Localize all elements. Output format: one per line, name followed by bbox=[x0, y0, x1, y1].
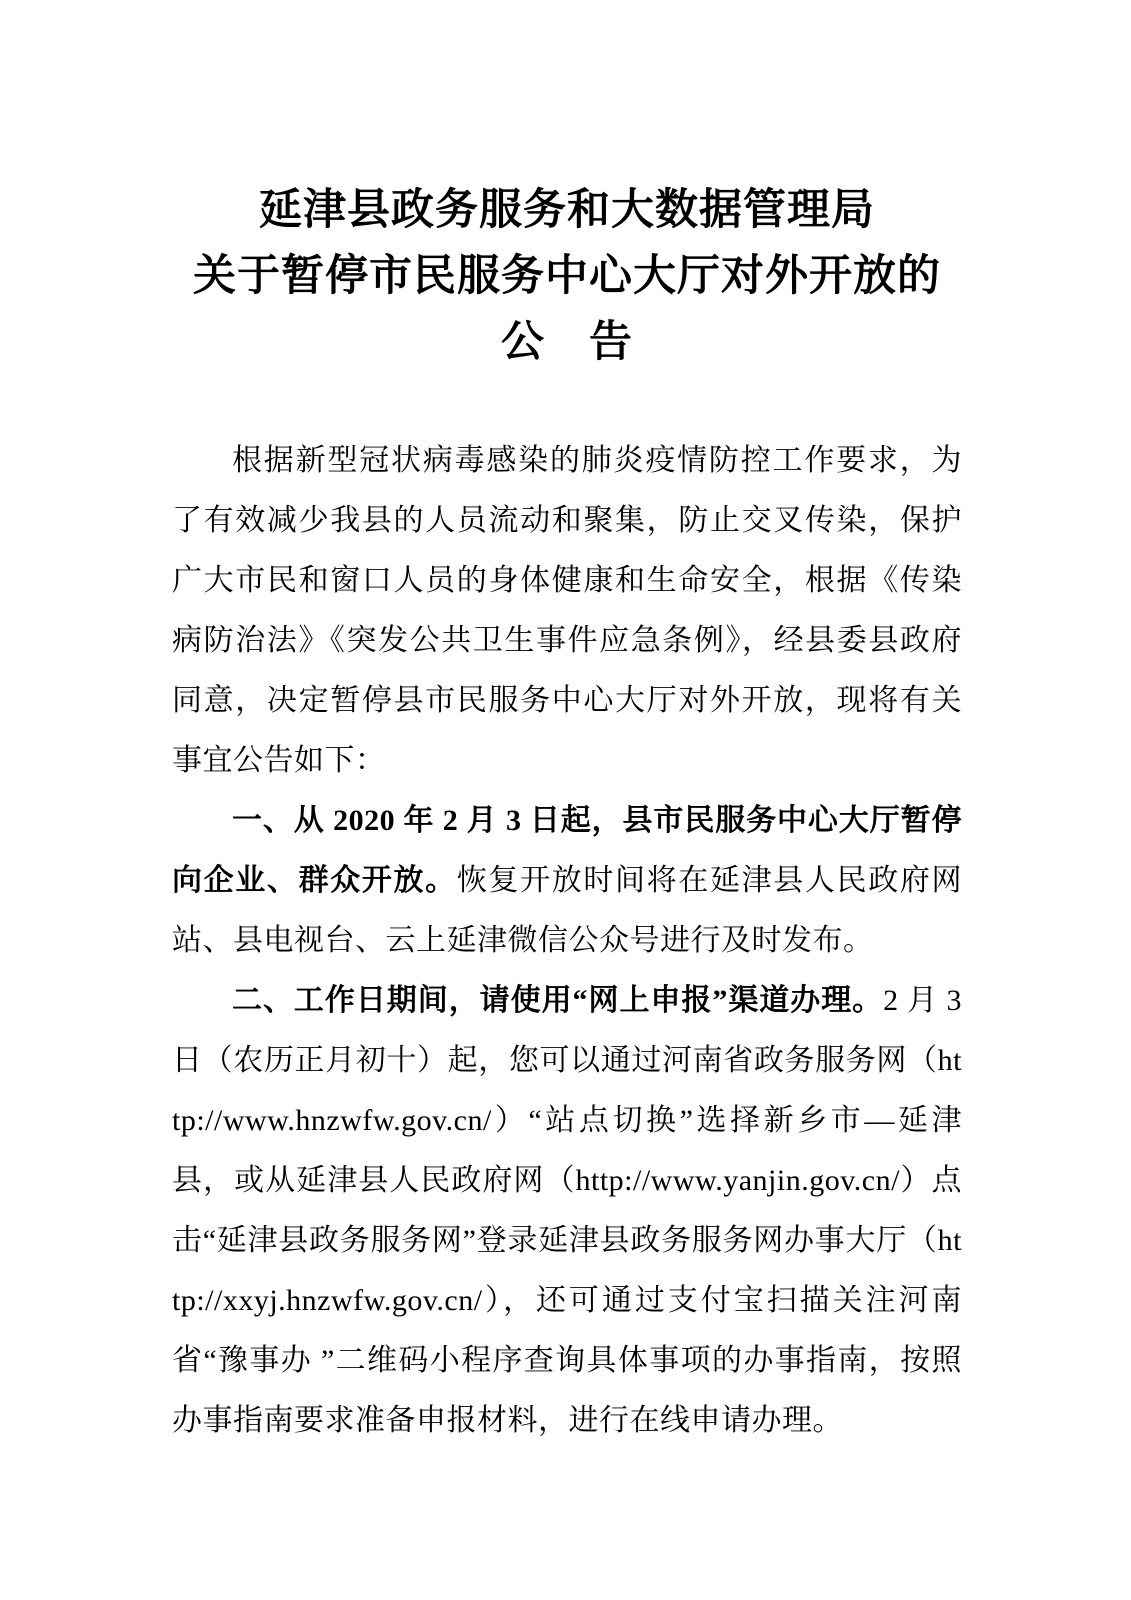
emphasized-text-segment: 二、工作日期间，请使用“网上申报”渠道办理。 bbox=[232, 984, 884, 1017]
paragraph bbox=[172, 971, 962, 1451]
title-line-agency: 延津县政务服务和大数据管理局 bbox=[259, 187, 875, 234]
text-segment: 2 月 3 日（农历正月初十）起，您可以通过河南省政务服务网（http://www.hnzwfw.gov.cn/）“站点切换”选择新乡市—延津县，或从延津县人民政府网（http://www.yanjin.gov.cn/）点击“延津县政务服务网”登录延津县政务服务网办事大厅（http://xxyj.hnzwfw.gov.cn/），还可通过支付宝扫描关注河南省“豫事办 ”二维码小程序查询具体事项的办事指南，按照办事指南要求准备申报材料，进行在线申请办理。 bbox=[172, 984, 963, 1437]
emphasized-text-segment: 一、从 2020 年 2 月 3 日起，县市民服务中心大厅暂停向企业、群众开放。 bbox=[172, 804, 962, 897]
paragraph bbox=[172, 791, 962, 971]
document-title bbox=[172, 178, 962, 376]
title-line-notice-type: 公 告 bbox=[501, 319, 633, 366]
title-line-subject: 关于暂停市民服务中心大厅对外开放的 bbox=[193, 253, 941, 300]
paragraph bbox=[172, 431, 962, 791]
document-body bbox=[172, 431, 962, 1451]
text-segment: 根据新型冠状病毒感染的肺炎疫情防控工作要求，为了有效减少我县的人员流动和聚集，防止交叉传染，保护广大市民和窗口人员的身体健康和生命安全，根据《传染病防治法》《突发公共卫生事件应急条例》，经县委县政府同意，决定暂停县市民服务中心大厅对外开放，现将有关事宜公告如下： bbox=[172, 444, 962, 777]
text-segment: 恢复开放时间将在延津县人民政府网站、县电视台、云上延津微信公众号进行及时发布。 bbox=[172, 864, 962, 957]
